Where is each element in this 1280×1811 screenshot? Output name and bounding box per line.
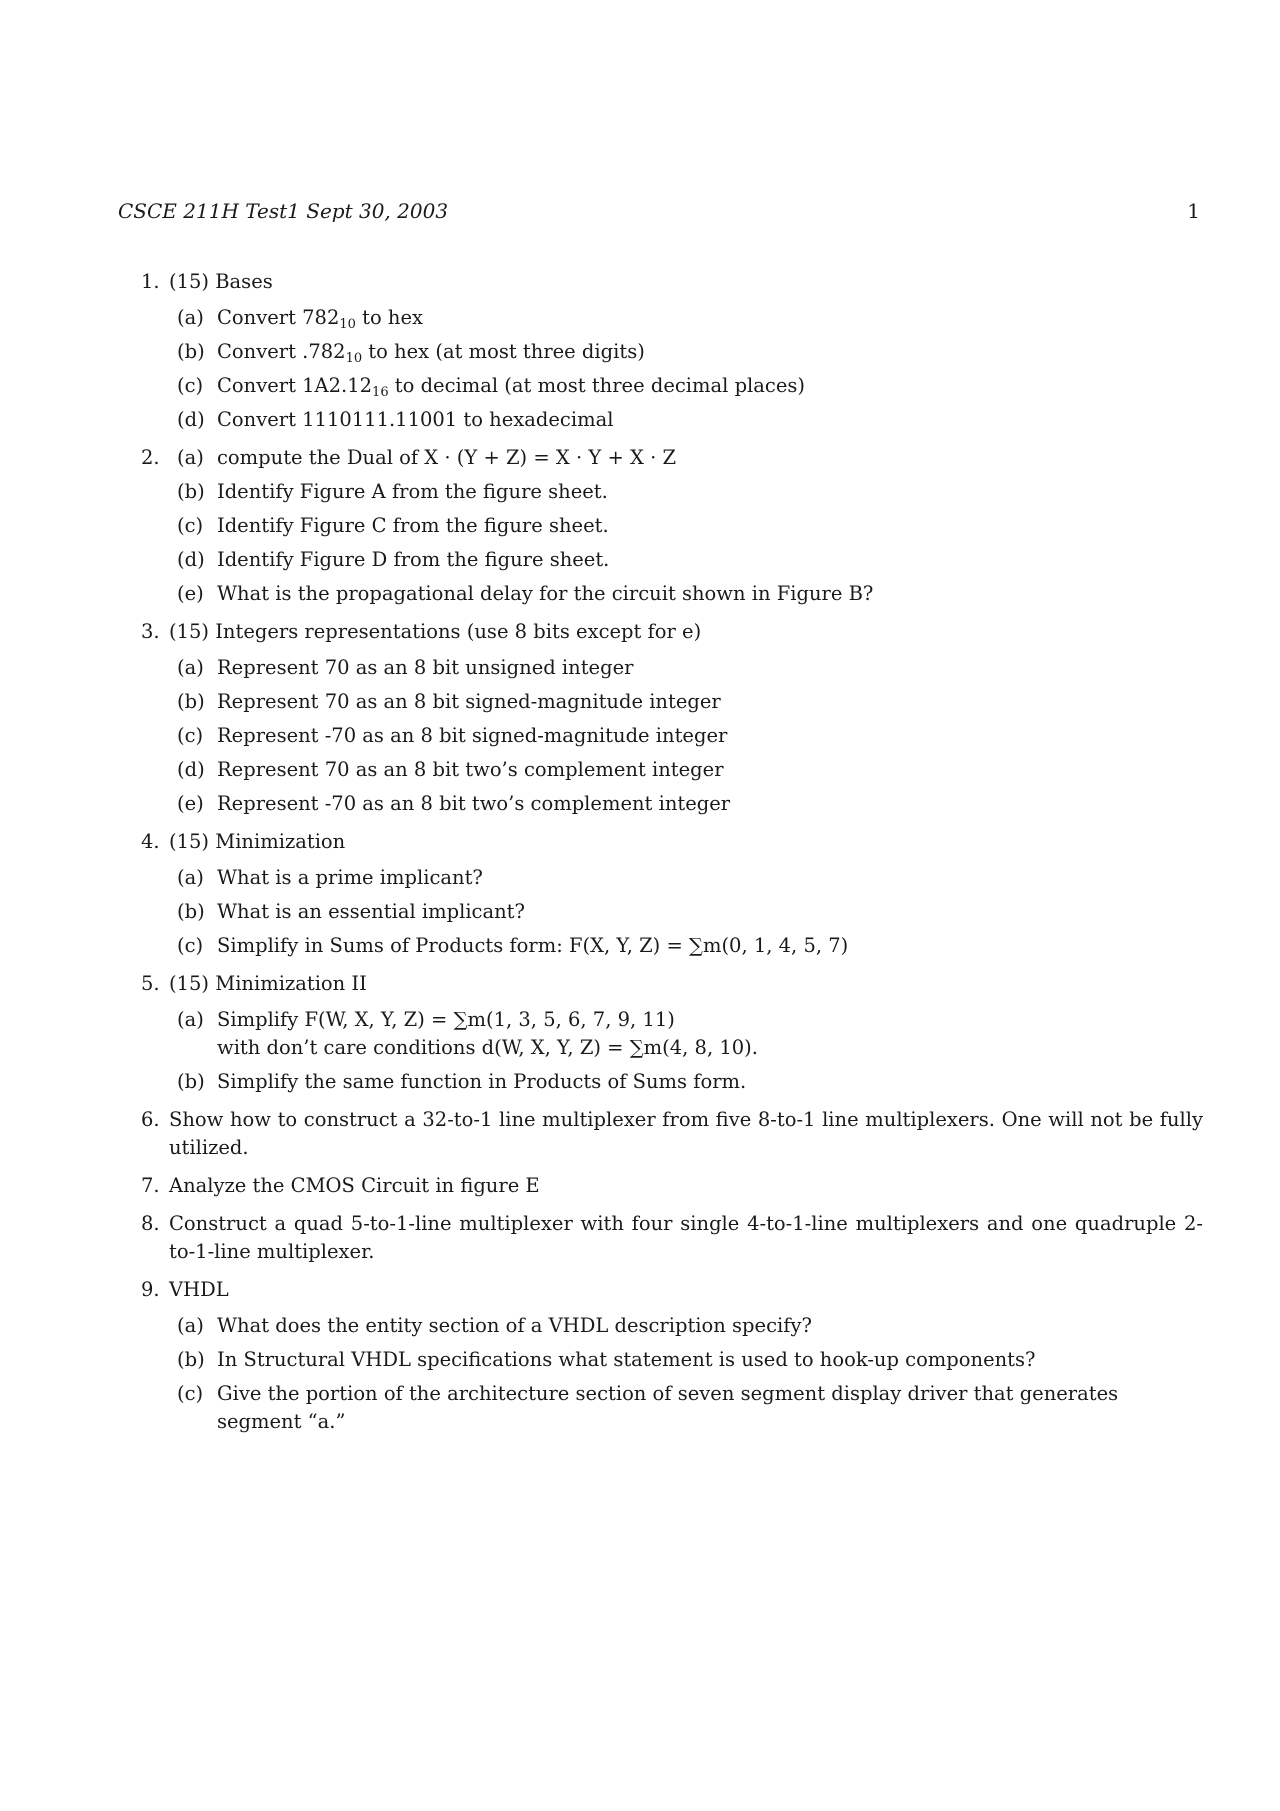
question-number: 5. xyxy=(141,972,160,995)
page-number: 1 xyxy=(1187,199,1200,223)
subquestion-2d xyxy=(169,546,1203,574)
subquestion-label: (c) xyxy=(177,934,204,957)
text-post: to hex xyxy=(355,306,423,329)
question-title: (15) Integers representations (use 8 bits except for e) xyxy=(169,620,702,643)
subquestion-label: (e) xyxy=(177,792,204,815)
question-title: VHDL xyxy=(169,1278,229,1301)
question-title: (15) Minimization II xyxy=(169,972,367,995)
subquestion-text: Simplify F(W, X, Y, Z) = ∑m(1, 3, 5, 6, 7, 9, 11) xyxy=(217,1008,675,1031)
subquestion-1a xyxy=(169,304,1203,332)
subquestion-2e xyxy=(169,580,1203,608)
subquestion-1b xyxy=(169,338,1203,366)
question-9 xyxy=(141,1276,1203,1436)
subquestion-label: (d) xyxy=(177,548,205,571)
subquestion-text xyxy=(217,306,423,332)
subquestion-label: (b) xyxy=(177,690,205,713)
document-title: CSCE 211H Test1 Sept 30, 2003 xyxy=(118,199,449,223)
page-header xyxy=(118,196,1200,226)
subquestion-3e xyxy=(169,790,1203,818)
question-list xyxy=(141,268,1203,1446)
subquestion-label: (a) xyxy=(177,306,204,329)
subquestion-text: Give the portion of the architecture section of seven segment display driver that generates segment “a.” xyxy=(217,1382,1119,1433)
subquestion-4a xyxy=(169,864,1203,892)
subquestion-label: (b) xyxy=(177,900,205,923)
text-pre: Convert 782 xyxy=(217,306,340,329)
subquestion-label: (b) xyxy=(177,340,205,363)
subquestion-label: (c) xyxy=(177,1382,204,1405)
subquestion-4b xyxy=(169,898,1203,926)
base-subscript: 10 xyxy=(345,351,363,366)
subquestion-label: (a) xyxy=(177,446,204,469)
subquestion-label: (b) xyxy=(177,1070,205,1093)
subquestion-label: (e) xyxy=(177,582,204,605)
subquestion-text: Represent -70 as an 8 bit two’s complement integer xyxy=(217,792,731,815)
question-title: Show how to construct a 32-to-1 line multiplexer from five 8-to-1 line multiplexers. One will not be fully utilized. xyxy=(169,1108,1203,1159)
subquestion-3b xyxy=(169,688,1203,716)
subquestion-5b xyxy=(169,1068,1203,1096)
text-pre: Convert .782 xyxy=(217,340,346,363)
subquestion-text: Represent -70 as an 8 bit signed-magnitude integer xyxy=(217,724,728,747)
subquestion-4c xyxy=(169,932,1203,960)
subquestion-text: What is the propagational delay for the circuit shown in Figure B? xyxy=(217,582,874,605)
subquestion-label: (a) xyxy=(177,656,204,679)
question-number: 3. xyxy=(141,620,160,643)
subquestion-text: Represent 70 as an 8 bit two’s complement integer xyxy=(217,758,724,781)
subquestion-9a xyxy=(169,1312,1203,1340)
subquestion-label: (d) xyxy=(177,408,205,431)
question-number: 9. xyxy=(141,1278,160,1301)
subquestion-list xyxy=(169,1006,1203,1096)
base-subscript: 16 xyxy=(372,385,389,400)
subquestion-label: (d) xyxy=(177,758,205,781)
subquestion-text: In Structural VHDL specifications what statement is used to hook-up components? xyxy=(217,1348,1036,1371)
question-1 xyxy=(141,268,1203,434)
subquestion-text xyxy=(217,340,645,366)
question-6 xyxy=(141,1106,1203,1162)
subquestion-list xyxy=(169,1312,1203,1436)
subquestion-9c xyxy=(169,1380,1203,1436)
subquestion-list xyxy=(169,444,1203,608)
question-7 xyxy=(141,1172,1203,1200)
question-8 xyxy=(141,1210,1203,1266)
question-number: 7. xyxy=(141,1174,160,1197)
text-post: to hex (at most three digits) xyxy=(362,340,645,363)
subquestion-1d xyxy=(169,406,1203,434)
text-post: to decimal (at most three decimal places) xyxy=(388,374,805,397)
subquestion-text: What is a prime implicant? xyxy=(217,866,483,889)
subquestion-5a xyxy=(169,1006,1203,1062)
question-5 xyxy=(141,970,1203,1096)
subquestion-label: (c) xyxy=(177,374,204,397)
subquestion-3c xyxy=(169,722,1203,750)
question-number: 1. xyxy=(141,270,160,293)
subquestion-label: (b) xyxy=(177,480,205,503)
subquestion-text xyxy=(217,374,805,400)
subquestion-label: (a) xyxy=(177,1008,204,1031)
subquestion-text: Simplify in Sums of Products form: F(X, Y, Z) = ∑m(0, 1, 4, 5, 7) xyxy=(217,934,849,957)
subquestion-text: What is an essential implicant? xyxy=(217,900,525,923)
text-pre: Convert 1A2.12 xyxy=(217,374,373,397)
question-title: (15) Bases xyxy=(169,270,273,293)
subquestion-9b xyxy=(169,1346,1203,1374)
subquestion-label: (c) xyxy=(177,724,204,747)
subquestion-text: Represent 70 as an 8 bit signed-magnitude integer xyxy=(217,690,721,713)
subquestion-text: What does the entity section of a VHDL description specify? xyxy=(217,1314,812,1337)
subquestion-text: Represent 70 as an 8 bit unsigned integer xyxy=(217,656,634,679)
subquestion-1c xyxy=(169,372,1203,400)
question-title: Analyze the CMOS Circuit in figure E xyxy=(169,1174,540,1197)
subquestion-text: Identify Figure A from the figure sheet. xyxy=(217,480,608,503)
question-title: Construct a quad 5-to-1-line multiplexer with four single 4-to-1-line multiplexers and one quadruple 2-to-1-line multiplexer. xyxy=(169,1212,1203,1263)
subquestion-text-line2: with don’t care conditions d(W, X, Y, Z) = ∑m(4, 8, 10). xyxy=(217,1036,758,1059)
subquestion-label: (a) xyxy=(177,866,204,889)
subquestion-2b xyxy=(169,478,1203,506)
subquestion-list xyxy=(169,654,1203,818)
subquestion-label: (c) xyxy=(177,514,204,537)
subquestion-text: Identify Figure C from the figure sheet. xyxy=(217,514,609,537)
subquestion-text: Simplify the same function in Products of Sums form. xyxy=(217,1070,747,1093)
question-number: 2. xyxy=(141,446,160,469)
subquestion-2a xyxy=(169,444,1203,472)
subquestion-3a xyxy=(169,654,1203,682)
base-subscript: 10 xyxy=(339,317,356,332)
subquestion-list xyxy=(169,304,1203,434)
subquestion-2c xyxy=(169,512,1203,540)
question-2 xyxy=(141,444,1203,608)
subquestion-text: Convert 1110111.11001 to hexadecimal xyxy=(217,408,614,431)
subquestion-label: (a) xyxy=(177,1314,204,1337)
subquestion-list xyxy=(169,864,1203,960)
subquestion-label: (b) xyxy=(177,1348,205,1371)
question-number: 8. xyxy=(141,1212,160,1235)
subquestion-3d xyxy=(169,756,1203,784)
subquestion-text: compute the Dual of X · (Y + Z) = X · Y + X · Z xyxy=(217,446,677,469)
subquestion-text: Identify Figure D from the figure sheet. xyxy=(217,548,610,571)
question-title: (15) Minimization xyxy=(169,830,346,853)
question-number: 4. xyxy=(141,830,160,853)
question-number: 6. xyxy=(141,1108,160,1131)
question-4 xyxy=(141,828,1203,960)
question-3 xyxy=(141,618,1203,818)
